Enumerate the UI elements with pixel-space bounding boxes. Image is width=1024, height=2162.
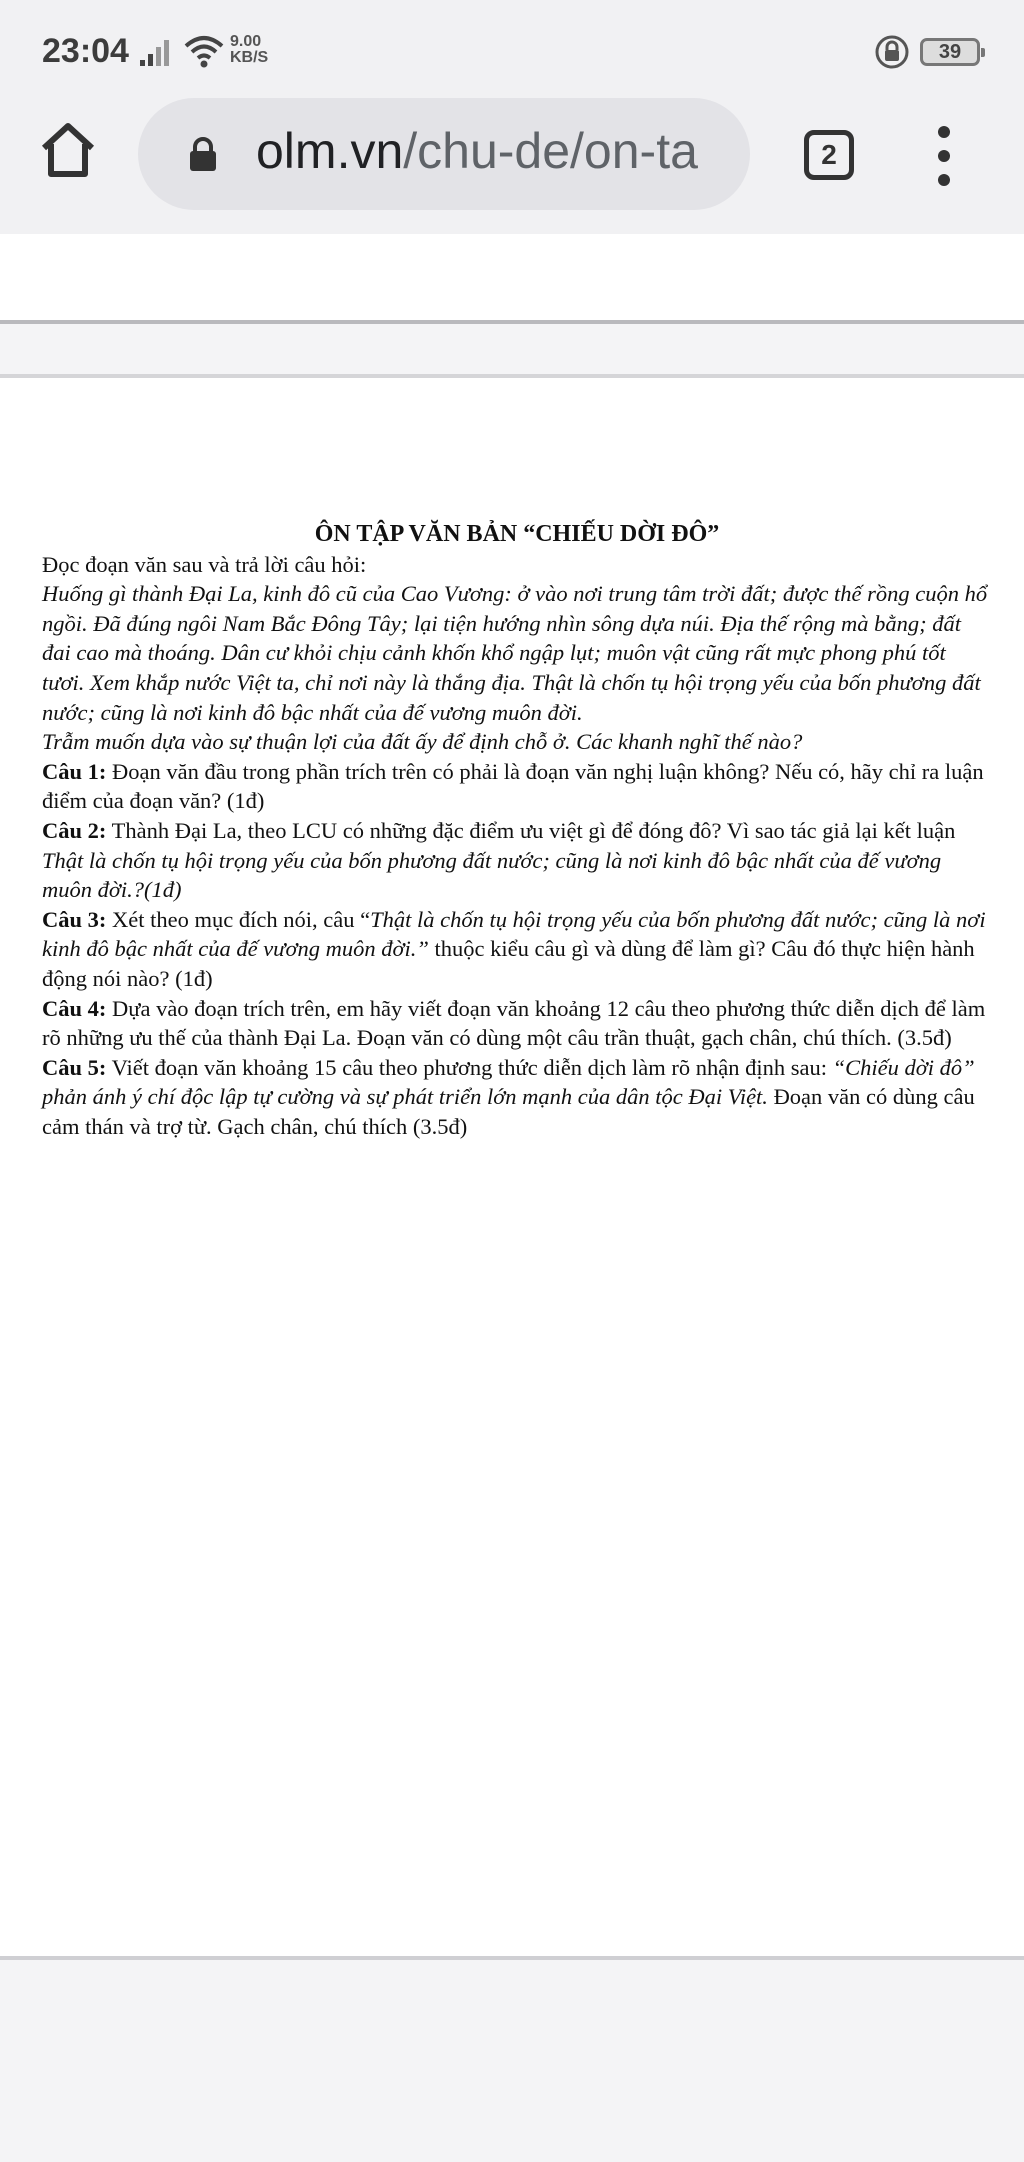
home-icon[interactable] <box>36 118 100 182</box>
network-speed: 9.00 KB/S <box>230 33 269 66</box>
clock: 23:04 <box>42 32 129 70</box>
rotation-lock-icon <box>874 34 910 70</box>
question-3: Câu 3: Xét theo mục đích nói, câu “Thật là chốn tụ hội trọng yếu của bốn phương đất nước; cũng là nơi kinh đô bậc nhất của đế vương muôn đời.” thuộc kiểu câu gì và dùng để làm gì? Câu đó thực hiện hành động nói nào? (1đ) <box>42 906 986 991</box>
previous-page <box>0 234 1024 324</box>
lock-icon <box>188 136 218 172</box>
document-page <box>0 374 1024 1960</box>
instruction: Đọc đoạn văn sau và trả lời câu hỏi: <box>42 551 367 577</box>
url-text: olm.vn/chu-de/on-ta <box>256 123 698 179</box>
battery-indicator: 39 <box>920 38 980 66</box>
wifi-icon <box>184 34 224 68</box>
tab-switcher-button[interactable]: 2 <box>804 130 854 180</box>
cell-signal-icon <box>140 36 176 66</box>
question-4: Câu 4: Dựa vào đoạn trích trên, em hãy viết đoạn văn khoảng 12 câu theo phương thức diễn dịch để làm rõ những ưu thế của thành Đại La. Đoạn văn có dùng một câu trần thuật, gạch chân, chú thích. (3.5đ) <box>42 995 986 1051</box>
document-content <box>42 520 992 1141</box>
overflow-menu-icon[interactable] <box>920 124 968 188</box>
passage-end: Trẫm muốn dựa vào sự thuận lợi của đất ấy để định chỗ ở. Các khanh nghĩ thế nào? <box>42 729 803 755</box>
pdf-viewer[interactable] <box>0 234 1024 2162</box>
passage: Huống gì thành Đại La, kinh đô cũ của Cao Vương: ở vào nơi trung tâm trời đất; được thế rồng cuộn hổ ngồi. Đã đúng ngôi Nam Bắc Đông Tây; lại tiện hướng nhìn sông dựa núi. Địa thế rộng mà bằng; đất đai cao mà thoáng. Dân cư khỏi chịu cảnh khốn khổ ngập lụt; muôn vật cũng rất mực phong phú tốt tươi. Xem khắp nước Việt ta, chỉ nơi này là thắng địa. Thật là chốn tụ hội trọng yếu của bốn phương đất nước; cũng là nơi kinh đô bậc nhất của đế vương muôn đời. <box>42 581 988 725</box>
question-2: Câu 2: Thành Đại La, theo LCU có những đặc điểm ưu việt gì để đóng đô? Vì sao tác giả lại kết luận Thật là chốn tụ hội trọng yếu của bốn phương đất nước; cũng là nơi kinh đô bậc nhất của đế vương muôn đời.?(1đ) <box>42 817 956 903</box>
browser-toolbar <box>0 92 1024 234</box>
address-bar[interactable] <box>138 98 750 210</box>
status-bar <box>0 0 1024 92</box>
question-1: Câu 1: Đoạn văn đầu trong phần trích trên có phải là đoạn văn nghị luận không? Nếu có, hãy chỉ ra luận điểm của đoạn văn? (1đ) <box>42 758 984 814</box>
question-5: Câu 5: Viết đoạn văn khoảng 15 câu theo phương thức diễn dịch làm rõ nhận định sau: “Chiếu dời đô” phản ánh ý chí độc lập tự cường và sự phát triển lớn mạnh của dân tộc Đại Việt. Đoạn văn có dùng câu cảm thán và trợ từ. Gạch chân, chú thích (3.5đ) <box>42 1054 975 1139</box>
document-title: ÔN TẬP VĂN BẢN “CHIẾU DỜI ĐÔ” <box>314 521 720 547</box>
